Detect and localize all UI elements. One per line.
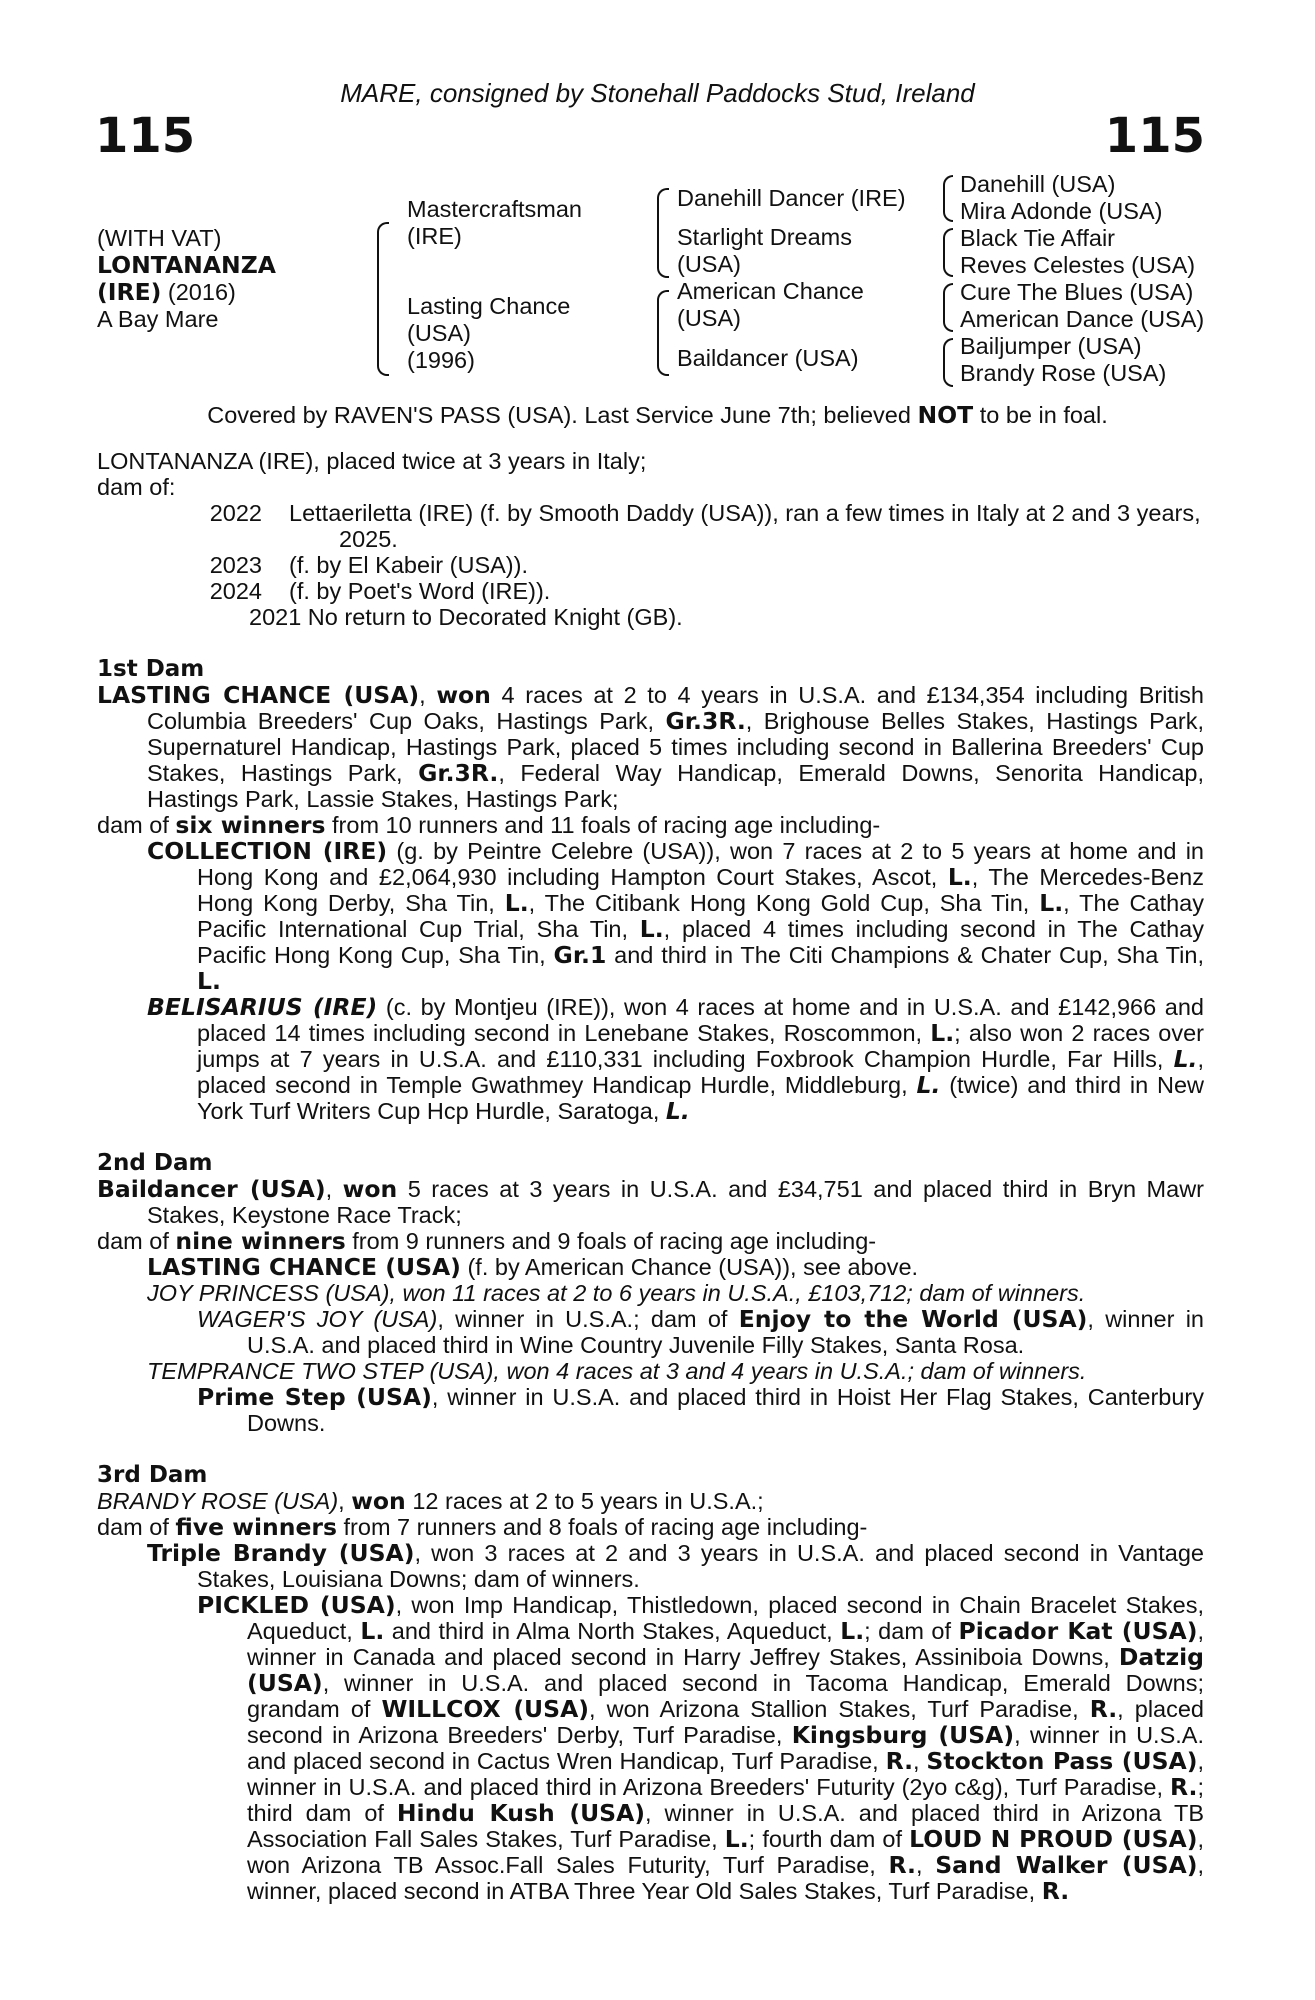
no-return-line: 2021 No return to Decorated Knight (GB).	[249, 604, 683, 630]
first-dam-produce: dam of six winners from 10 runners and 11 foals of racing age including-	[97, 811, 881, 839]
section-title: 1st Dam	[97, 656, 205, 682]
brace-ds	[943, 283, 953, 332]
catalogue-body	[97, 448, 1204, 1904]
foal-row: 2023 (f. by El Kabeir (USA)).	[209, 552, 528, 578]
section-title: 2nd Dam	[97, 1150, 213, 1176]
produce-wagers-joy: WAGER'S JOY (USA), winner in U.S.A.; dam of Enjoy to the World (USA), winner in U.S.A. and placed third in Wine Country Juvenile Filly Stakes, Santa Rosa.	[197, 1305, 1204, 1358]
ped-sire-dam: Starlight Dreams (USA)	[677, 224, 852, 277]
ped-ssd: Mira Adonde (USA)	[960, 198, 1163, 224]
ped-sds: Black Tie Affair	[960, 225, 1115, 251]
produce-belisarius: BELISARIUS (IRE) (c. by Montjeu (IRE)), won 4 races at home and in U.S.A. and £142,966 and placed 14 times including second in Lenebane Stakes, Roscommon, L.; also won 2 races over jumps at 7 years in U.S.A. and £110,331 including Foxbrook Champion Hurdle, Far Hills, L., placed second in Temple Gwathmey Handicap Hurdle, Middleburg, L. (twice) and third in New York Turf Writers Cup Hcp Hurdle, Saratoga, L.	[147, 993, 1204, 1125]
brace-sire-line	[657, 188, 669, 278]
foal-row: 2022 Lettaeriletta (IRE) (f. by Smooth Daddy (USA)), ran a few times in Italy at 2 and 3 years, 2025.	[209, 500, 1201, 552]
produce-triple-brandy: Triple Brandy (USA), won 3 races at 2 and 3 years in U.S.A. and placed second in Vantage Stakes, Louisiana Downs; dam of winners.	[147, 1539, 1204, 1592]
second-dam-record: Baildancer (USA), won 5 races at 3 years in U.S.A. and £34,751 and placed third in Bryn Mawr Stakes, Keystone Race Track;	[97, 1175, 1204, 1228]
brace-sd	[943, 228, 953, 277]
section-title: 3rd Dam	[97, 1462, 208, 1488]
ped-dam: Lasting Chance (USA) (1996)	[407, 293, 571, 373]
lot-number-left: 115	[95, 108, 196, 164]
produce-collection: COLLECTION (IRE) (g. by Peintre Celebre (USA)), won 7 races at 2 to 5 years at home and in Hong Kong and £2,064,930 including Hampton Court Stakes, Ascot, L., The Mercedes-Benz Hong Kong Derby, Sha Tin, L., The Citibank Hong Kong Gold Cup, Sha Tin, L., The Cathay Pacific International Cup Trial, Sha Tin, L., placed 4 times including second in The Cathay Pacific Hong Kong Cup, Sha Tin, Gr.1 and third in The Citi Champions & Chater Cup, Sha Tin, L.	[147, 837, 1204, 995]
ped-dds: Bailjumper (USA)	[960, 333, 1142, 359]
produce-temprance: TEMPRANCE TWO STEP (USA), won 4 races at 3 and 4 years in U.S.A.; dam of winners.	[147, 1358, 1087, 1384]
brace-ss	[943, 175, 953, 222]
brace-parents	[377, 222, 389, 376]
ped-ddd: Brandy Rose (USA)	[960, 360, 1167, 386]
first-dam-record: LASTING CHANCE (USA), won 4 races at 2 to 4 years in U.S.A. and £134,354 including British Columbia Breeders' Cup Oaks, Hastings Park, Gr.3R., Brighouse Belles Stakes, Hastings Park, Supernaturel Handicap, Hastings Park, placed 5 times including second in Ballerina Breeders' Cup Stakes, Hastings Park, Gr.3R., Federal Way Handicap, Emerald Downs, Senorita Handicap, Hastings Park, Lassie Stakes, Hastings Park;	[97, 681, 1204, 812]
ped-dam-dam: Baildancer (USA)	[677, 345, 859, 371]
produce-pickled: PICKLED (USA), won Imp Handicap, Thistledown, placed second in Chain Bracelet Stakes, Aqueduct, L. and third in Alma North Stakes, Aqueduct, L.; dam of Picador Kat (USA), winner in Canada and placed second in Harry Jeffrey Stakes, Assiniboia Downs, Datzig (USA), winner in U.S.A. and placed second in Tacoma Handicap, Emerald Downs; grandam of WILLCOX (USA), won Arizona Stallion Stakes, Turf Paradise, R., placed second in Arizona Breeders' Derby, Turf Paradise, Kingsburg (USA), winner in U.S.A. and placed second in Cactus Wren Handicap, Turf Paradise, R., Stockton Pass (USA), winner in U.S.A. and placed third in Arizona Breeders' Futurity (2yo c&g), Turf Paradise, R.; third dam of Hindu Kush (USA), winner in U.S.A. and placed third in Arizona TB Association Fall Sales Stakes, Turf Paradise, L.; fourth dam of LOUD N PROUD (USA), won Arizona TB Assoc.Fall Sales Futurity, Turf Paradise, R., Sand Walker (USA), winner, placed second in ATBA Three Year Old Sales Stakes, Turf Paradise, R.	[197, 1591, 1205, 1905]
consignment-header: MARE, consigned by Stonehall Paddocks Stud, Ireland	[340, 78, 975, 108]
third-dam-record: BRANDY ROSE (USA), won 12 races at 2 to 5 years in U.S.A.;	[97, 1487, 764, 1515]
brace-dd	[943, 338, 953, 387]
produce-lasting-chance: LASTING CHANCE (USA) (f. by American Chance (USA)), see above.	[147, 1253, 919, 1281]
third-dam-section	[97, 1462, 1204, 1904]
ped-sire-sire: Danehill Dancer (IRE)	[677, 185, 906, 211]
brace-dam-line	[657, 290, 669, 376]
ped-dss: Cure The Blues (USA)	[960, 279, 1194, 305]
ped-dam-sire: American Chance (USA)	[677, 278, 864, 331]
lot-number-right: 115	[1104, 108, 1205, 164]
third-dam-produce: dam of five winners from 7 runners and 8 foals of racing age including-	[97, 1513, 868, 1541]
intro-section	[97, 448, 1204, 630]
ped-dsd: American Dance (USA)	[960, 306, 1205, 332]
second-dam-section	[97, 1150, 1204, 1436]
horse-identity	[97, 225, 276, 333]
horse-name: LONTANANZA	[97, 251, 276, 279]
foal-row: 2024 (f. by Poet's Word (IRE)).	[209, 578, 551, 604]
produce-joy-princess: JOY PRINCESS (USA), won 11 races at 2 to 6 years in U.S.A., £103,712; dam of winners.	[147, 1280, 1086, 1306]
intro-damof: dam of:	[97, 474, 176, 500]
ped-sss: Danehill (USA)	[960, 171, 1116, 197]
horse-year: (2016)	[161, 279, 236, 305]
covered-line: Covered by RAVEN'S PASS (USA). Last Service June 7th; believed NOT to be in foal.	[207, 401, 1108, 429]
first-dam-section	[97, 656, 1204, 1124]
vat-label: (WITH VAT)	[97, 225, 222, 251]
ped-sire: Mastercraftsman (IRE)	[407, 196, 582, 249]
ped-sdd: Reves Celestes (USA)	[960, 252, 1196, 278]
horse-description: A Bay Mare	[97, 306, 219, 332]
second-dam-produce: dam of nine winners from 9 runners and 9 foals of racing age including-	[97, 1227, 877, 1255]
horse-country: (IRE)	[97, 278, 162, 306]
produce-prime-step: Prime Step (USA), winner in U.S.A. and placed third in Hoist Her Flag Stakes, Canterbury Downs.	[197, 1383, 1204, 1436]
intro-line: LONTANANZA (IRE), placed twice at 3 years in Italy;	[97, 448, 647, 474]
